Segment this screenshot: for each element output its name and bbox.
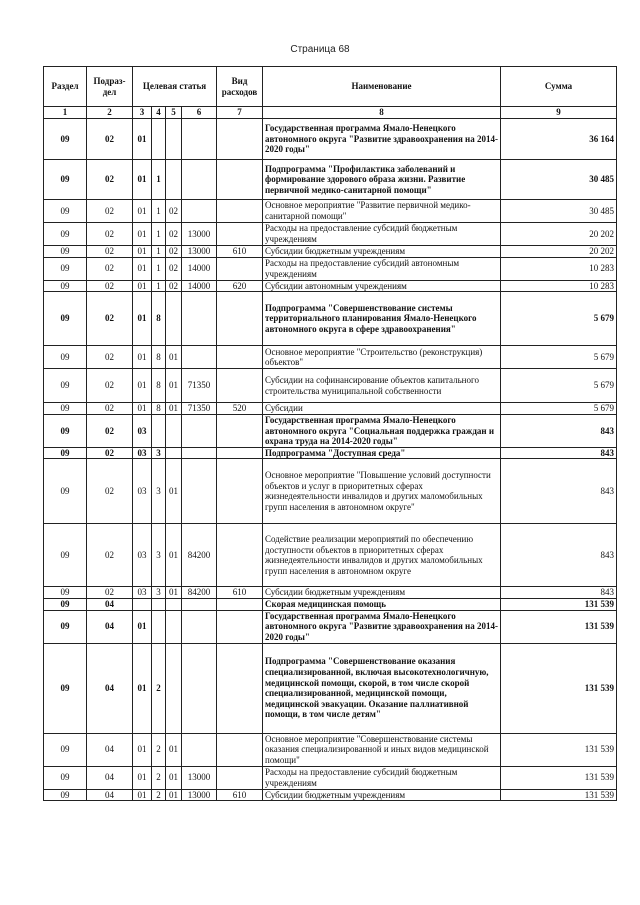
name-cell: Скорая медицинская помощь	[263, 599, 501, 611]
podrazdel-cell: 04	[87, 789, 133, 801]
vid-cell	[217, 414, 263, 447]
sum-cell: 30 485	[501, 160, 617, 200]
target-event-cell: 02	[166, 223, 182, 246]
podrazdel-cell: 02	[87, 587, 133, 599]
table-row	[44, 766, 617, 789]
vid-cell	[217, 200, 263, 223]
razdel-cell: 09	[44, 459, 87, 524]
target-event-cell: 01	[166, 733, 182, 766]
target-direction-cell: 14000	[182, 257, 217, 280]
target-subprogram-cell	[152, 599, 166, 611]
target-event-cell: 01	[166, 587, 182, 599]
target-program-cell: 01	[133, 403, 152, 415]
name-cell: Подпрограмма "Доступная среда"	[263, 447, 501, 459]
col-number: 2	[87, 107, 133, 119]
col-sum: Сумма	[501, 67, 617, 107]
table-row	[44, 643, 617, 733]
col-target: Целевая статья	[133, 67, 217, 107]
target-subprogram-cell: 8	[152, 369, 166, 403]
vid-cell	[217, 459, 263, 524]
target-direction-cell	[182, 610, 217, 643]
target-program-cell: 01	[133, 643, 152, 733]
target-direction-cell	[182, 119, 217, 160]
target-subprogram-cell: 1	[152, 246, 166, 258]
name-cell: Субсидии на софинансирование объектов капитального строительства муниципальной собственности	[263, 369, 501, 403]
sum-cell: 131 539	[501, 733, 617, 766]
col-podrazdel: Подраз- дел	[87, 67, 133, 107]
razdel-cell: 09	[44, 610, 87, 643]
sum-cell: 5 679	[501, 403, 617, 415]
name-cell: Расходы на предоставление субсидий бюджетным учреждениям	[263, 223, 501, 246]
target-event-cell: 02	[166, 246, 182, 258]
target-direction-cell	[182, 599, 217, 611]
target-subprogram-cell: 3	[152, 524, 166, 587]
target-event-cell	[166, 643, 182, 733]
target-subprogram-cell: 8	[152, 292, 166, 346]
razdel-cell: 09	[44, 403, 87, 415]
target-event-cell: 02	[166, 257, 182, 280]
table-row	[44, 403, 617, 415]
column-number-row	[44, 107, 617, 119]
table-row	[44, 280, 617, 292]
header-row	[44, 67, 617, 107]
razdel-cell: 09	[44, 246, 87, 258]
vid-cell	[217, 292, 263, 346]
name-cell: Государственная программа Ямало-Ненецкого автономного округа "Развитие здравоохранения на 2014-2020 годы"	[263, 119, 501, 160]
razdel-cell: 09	[44, 587, 87, 599]
razdel-cell: 09	[44, 292, 87, 346]
target-event-cell: 01	[166, 789, 182, 801]
sum-cell: 5 679	[501, 369, 617, 403]
target-program-cell: 03	[133, 524, 152, 587]
table-row	[44, 414, 617, 447]
sum-cell: 843	[501, 524, 617, 587]
target-program-cell: 01	[133, 280, 152, 292]
razdel-cell: 09	[44, 369, 87, 403]
podrazdel-cell: 02	[87, 346, 133, 369]
col-number: 1	[44, 107, 87, 119]
target-direction-cell	[182, 459, 217, 524]
sum-cell: 10 283	[501, 280, 617, 292]
name-cell: Подпрограмма "Совершенствование системы территориального планирования Ямало-Ненецкого автономного округа в сфере здравоохранения"	[263, 292, 501, 346]
col-number: 8	[263, 107, 501, 119]
target-event-cell: 02	[166, 280, 182, 292]
target-program-cell	[133, 599, 152, 611]
target-program-cell: 03	[133, 414, 152, 447]
sum-cell: 20 202	[501, 246, 617, 258]
target-direction-cell: 13000	[182, 246, 217, 258]
name-cell: Основное мероприятие "Совершенствование системы оказания специализированной и иных видов медицинской помощи"	[263, 733, 501, 766]
podrazdel-cell: 02	[87, 246, 133, 258]
name-cell: Государственная программа Ямало-Ненецкого автономного округа "Развитие здравоохранения на 2014-2020 годы"	[263, 610, 501, 643]
col-number: 9	[501, 107, 617, 119]
sum-cell: 36 164	[501, 119, 617, 160]
sum-cell: 30 485	[501, 200, 617, 223]
razdel-cell: 09	[44, 643, 87, 733]
razdel-cell: 09	[44, 524, 87, 587]
podrazdel-cell: 02	[87, 524, 133, 587]
podrazdel-cell: 02	[87, 223, 133, 246]
vid-cell: 520	[217, 403, 263, 415]
col-number: 5	[166, 107, 182, 119]
table-row	[44, 599, 617, 611]
vid-cell	[217, 119, 263, 160]
sum-cell: 131 539	[501, 599, 617, 611]
target-program-cell: 03	[133, 459, 152, 524]
podrazdel-cell: 02	[87, 257, 133, 280]
target-subprogram-cell: 1	[152, 200, 166, 223]
vid-cell: 610	[217, 246, 263, 258]
target-event-cell: 02	[166, 200, 182, 223]
podrazdel-cell: 04	[87, 733, 133, 766]
sum-cell: 5 679	[501, 346, 617, 369]
table-row	[44, 223, 617, 246]
target-event-cell: 01	[166, 369, 182, 403]
sum-cell: 131 539	[501, 766, 617, 789]
target-direction-cell	[182, 292, 217, 346]
name-cell: Субсидии автономным учреждениям	[263, 280, 501, 292]
podrazdel-cell: 02	[87, 369, 133, 403]
target-event-cell: 01	[166, 524, 182, 587]
razdel-cell: 09	[44, 119, 87, 160]
target-subprogram-cell: 3	[152, 459, 166, 524]
col-vid: Вид расходов	[217, 67, 263, 107]
target-subprogram-cell: 1	[152, 280, 166, 292]
target-subprogram-cell	[152, 610, 166, 643]
sum-cell: 131 539	[501, 610, 617, 643]
table-row	[44, 257, 617, 280]
target-program-cell: 01	[133, 257, 152, 280]
target-program-cell: 01	[133, 119, 152, 160]
table-body	[44, 119, 617, 801]
name-cell: Расходы на предоставление субсидий бюджетным учреждениям	[263, 766, 501, 789]
budget-table	[43, 66, 617, 801]
target-direction-cell: 13000	[182, 789, 217, 801]
target-subprogram-cell: 8	[152, 346, 166, 369]
target-program-cell: 01	[133, 733, 152, 766]
name-cell: Субсидии бюджетным учреждениям	[263, 587, 501, 599]
target-program-cell: 01	[133, 246, 152, 258]
name-cell: Содействие реализации мероприятий по обеспечению доступности объектов в приоритетных сферах жизнедеятельности инвалидов и других маломобильных групп населения в автономном округе	[263, 524, 501, 587]
sum-cell: 843	[501, 414, 617, 447]
target-subprogram-cell: 3	[152, 587, 166, 599]
col-number: 6	[182, 107, 217, 119]
col-razdel: Раздел	[44, 67, 87, 107]
vid-cell	[217, 346, 263, 369]
vid-cell	[217, 766, 263, 789]
sum-cell: 131 539	[501, 789, 617, 801]
sum-cell: 10 283	[501, 257, 617, 280]
target-subprogram-cell: 2	[152, 789, 166, 801]
vid-cell: 610	[217, 587, 263, 599]
podrazdel-cell: 04	[87, 643, 133, 733]
name-cell: Субсидии	[263, 403, 501, 415]
vid-cell	[217, 369, 263, 403]
col-name: Наименование	[263, 67, 501, 107]
target-subprogram-cell: 2	[152, 643, 166, 733]
table-row	[44, 459, 617, 524]
vid-cell	[217, 643, 263, 733]
table-row	[44, 610, 617, 643]
target-subprogram-cell: 2	[152, 766, 166, 789]
sum-cell: 5 679	[501, 292, 617, 346]
target-event-cell: 01	[166, 403, 182, 415]
table-row	[44, 200, 617, 223]
name-cell: Государственная программа Ямало-Ненецкого автономного округа "Социальная поддержка граждан и охрана труда на 2014-2020 годы"	[263, 414, 501, 447]
podrazdel-cell: 02	[87, 414, 133, 447]
sum-cell: 843	[501, 459, 617, 524]
vid-cell	[217, 599, 263, 611]
target-subprogram-cell: 8	[152, 403, 166, 415]
target-program-cell: 03	[133, 587, 152, 599]
target-subprogram-cell	[152, 414, 166, 447]
razdel-cell: 09	[44, 733, 87, 766]
table-row	[44, 733, 617, 766]
target-subprogram-cell: 2	[152, 733, 166, 766]
razdel-cell: 09	[44, 160, 87, 200]
name-cell: Подпрограмма "Совершенствование оказания специализированной, включая высокотехнологичную, медицинской помощи, скорой, в том числе скорой специализированной, медицинской помощи, медицинской эвакуации. Оказание паллиативной помощи, в том числе детям"	[263, 643, 501, 733]
target-direction-cell	[182, 346, 217, 369]
target-direction-cell	[182, 414, 217, 447]
vid-cell	[217, 610, 263, 643]
target-event-cell	[166, 599, 182, 611]
razdel-cell: 09	[44, 257, 87, 280]
target-event-cell	[166, 610, 182, 643]
target-direction-cell: 71350	[182, 403, 217, 415]
target-program-cell: 03	[133, 447, 152, 459]
table-row	[44, 524, 617, 587]
table-row	[44, 160, 617, 200]
target-program-cell: 01	[133, 766, 152, 789]
target-direction-cell	[182, 733, 217, 766]
col-number: 3	[133, 107, 152, 119]
vid-cell	[217, 223, 263, 246]
vid-cell: 620	[217, 280, 263, 292]
vid-cell	[217, 447, 263, 459]
name-cell: Подпрограмма "Профилактика заболеваний и формирование здорового образа жизни. Развитие первичной медико-санитарной помощи"	[263, 160, 501, 200]
target-subprogram-cell	[152, 119, 166, 160]
target-direction-cell: 13000	[182, 766, 217, 789]
target-direction-cell	[182, 200, 217, 223]
name-cell: Субсидии бюджетным учреждениям	[263, 789, 501, 801]
table-row	[44, 346, 617, 369]
sum-cell: 20 202	[501, 223, 617, 246]
target-direction-cell	[182, 160, 217, 200]
sum-cell: 843	[501, 587, 617, 599]
name-cell: Основное мероприятие "Развитие первичной медико-санитарной помощи"	[263, 200, 501, 223]
vid-cell	[217, 524, 263, 587]
col-number: 7	[217, 107, 263, 119]
target-direction-cell	[182, 447, 217, 459]
podrazdel-cell: 02	[87, 160, 133, 200]
target-subprogram-cell: 1	[152, 257, 166, 280]
target-direction-cell: 71350	[182, 369, 217, 403]
table-row	[44, 789, 617, 801]
podrazdel-cell: 04	[87, 599, 133, 611]
target-event-cell	[166, 414, 182, 447]
target-subprogram-cell: 1	[152, 223, 166, 246]
razdel-cell: 09	[44, 789, 87, 801]
razdel-cell: 09	[44, 223, 87, 246]
table-row	[44, 447, 617, 459]
podrazdel-cell: 04	[87, 610, 133, 643]
target-program-cell: 01	[133, 292, 152, 346]
target-subprogram-cell: 3	[152, 447, 166, 459]
razdel-cell: 09	[44, 766, 87, 789]
sum-cell: 843	[501, 447, 617, 459]
target-event-cell	[166, 160, 182, 200]
razdel-cell: 09	[44, 346, 87, 369]
target-event-cell: 01	[166, 766, 182, 789]
podrazdel-cell: 02	[87, 403, 133, 415]
target-direction-cell: 84200	[182, 587, 217, 599]
sum-cell: 131 539	[501, 643, 617, 733]
target-program-cell: 01	[133, 160, 152, 200]
podrazdel-cell: 02	[87, 119, 133, 160]
table-row	[44, 587, 617, 599]
target-event-cell: 01	[166, 459, 182, 524]
podrazdel-cell: 02	[87, 447, 133, 459]
target-subprogram-cell: 1	[152, 160, 166, 200]
target-program-cell: 01	[133, 610, 152, 643]
table-row	[44, 369, 617, 403]
vid-cell: 610	[217, 789, 263, 801]
table-row	[44, 292, 617, 346]
podrazdel-cell: 02	[87, 200, 133, 223]
name-cell: Субсидии бюджетным учреждениям	[263, 246, 501, 258]
target-program-cell: 01	[133, 223, 152, 246]
target-event-cell	[166, 119, 182, 160]
razdel-cell: 09	[44, 599, 87, 611]
target-event-cell	[166, 447, 182, 459]
target-direction-cell	[182, 643, 217, 733]
name-cell: Основное мероприятие "Строительство (реконструкция) объектов"	[263, 346, 501, 369]
target-program-cell: 01	[133, 789, 152, 801]
target-direction-cell: 14000	[182, 280, 217, 292]
col-number: 4	[152, 107, 166, 119]
name-cell: Основное мероприятие "Повышение условий доступности объектов и услуг в приоритетных сферах жизнедеятельности инвалидов и других маломобильных групп населения в автономном округе"	[263, 459, 501, 524]
name-cell: Расходы на предоставление субсидий автономным учреждениям	[263, 257, 501, 280]
vid-cell	[217, 160, 263, 200]
page-header: Страница 68	[290, 44, 350, 55]
podrazdel-cell: 02	[87, 459, 133, 524]
target-direction-cell: 13000	[182, 223, 217, 246]
razdel-cell: 09	[44, 414, 87, 447]
podrazdel-cell: 02	[87, 280, 133, 292]
target-program-cell: 01	[133, 200, 152, 223]
target-direction-cell: 84200	[182, 524, 217, 587]
target-event-cell: 01	[166, 346, 182, 369]
target-program-cell: 01	[133, 346, 152, 369]
podrazdel-cell: 04	[87, 766, 133, 789]
razdel-cell: 09	[44, 447, 87, 459]
target-program-cell: 01	[133, 369, 152, 403]
vid-cell	[217, 733, 263, 766]
table-row	[44, 119, 617, 160]
razdel-cell: 09	[44, 280, 87, 292]
table-row	[44, 246, 617, 258]
razdel-cell: 09	[44, 200, 87, 223]
target-event-cell	[166, 292, 182, 346]
vid-cell	[217, 257, 263, 280]
podrazdel-cell: 02	[87, 292, 133, 346]
